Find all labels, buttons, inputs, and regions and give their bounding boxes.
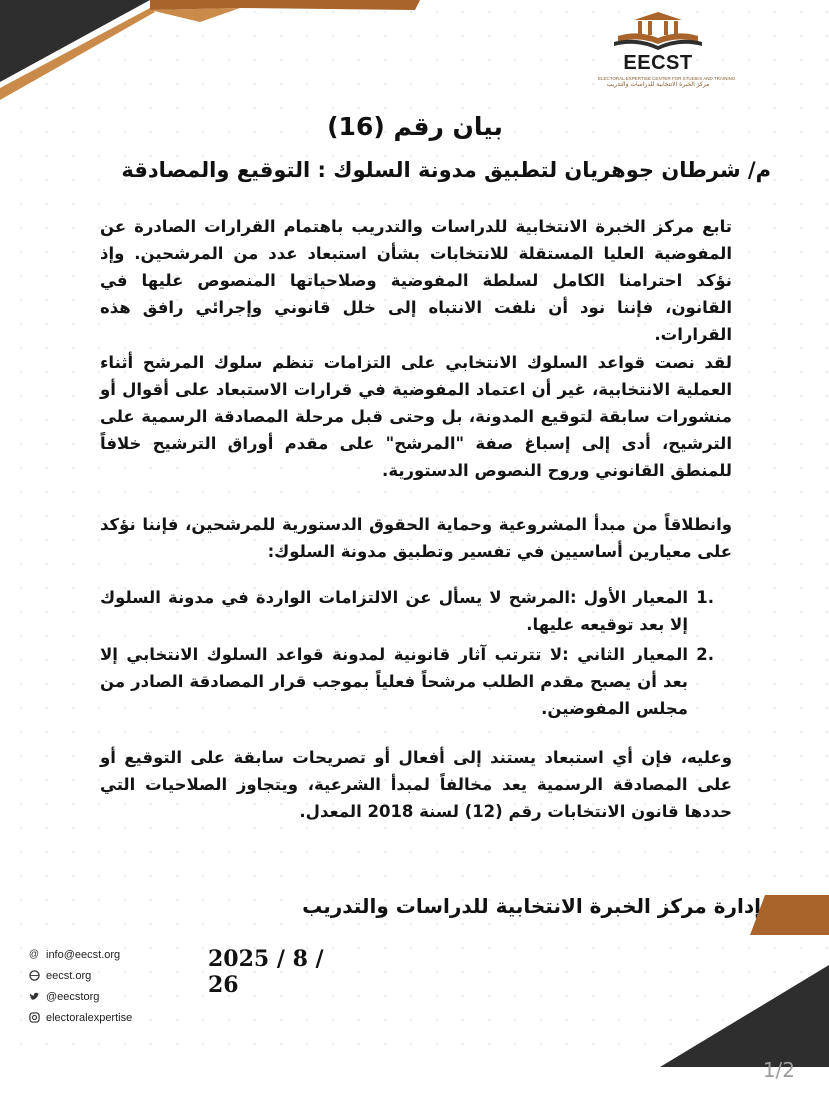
logo-wordmark: EECST <box>623 52 693 74</box>
paragraph-criteria-lead: وانطلاقاً من مبدأ المشروعية وحماية الحقوق الدستورية للمرشحين، فإننا نؤكد على معيارين أساسيين في تفسير وتطبيق مدونة السلوك: <box>100 515 732 561</box>
email-icon: @ <box>28 949 40 960</box>
criterion-item <box>100 641 714 722</box>
contact-item-email[interactable] <box>28 944 198 965</box>
contact-text: electoralexpertise <box>46 1011 133 1024</box>
eecst-logo <box>598 10 736 110</box>
contact-item-twitter[interactable] <box>28 986 198 1007</box>
logo-arabic-subtitle: مركز الخبرة الانتخابية للدراسات والتدريب <box>606 81 710 88</box>
logo-english-subtitle: ELECTORAL EXPERTISE CENTER FOR STUDIES AND TRAINING <box>598 76 736 81</box>
criterion-text: المعيار الثاني :لا تترتب آثار قانونية لمدونة قواعد السلوك الانتخابي إلا بعد أن يصبح مقدم الطلب مرشحاً فعلياً بموجب قرار المصادقة الصادر من مجلس المفوضين. <box>100 645 688 718</box>
contact-item-website[interactable] <box>28 965 198 986</box>
criteria-list <box>100 584 714 725</box>
paragraph-conclusion: وعليه، فإن أي استبعاد يستند إلى أفعال أو تصريحات سابقة على التوقيع أو على المصادقة الرسمية يعد مخالفاً لمبدأ الشرعية، ويتجاوز الصلاحيات التي حددها قانون الانتخابات رقم (12) لسنة 2018 المعدل. <box>100 748 732 821</box>
contact-text: info@eecst.org <box>46 948 121 961</box>
instagram-icon <box>28 1012 40 1024</box>
contact-text: @eecstorg <box>46 990 100 1003</box>
bottom-right-corner-decoration <box>660 895 829 1067</box>
page-indicator: 1/2 <box>762 1058 795 1082</box>
criterion-text: المعيار الأول :المرشح لا يسأل عن الالتزامات الواردة في مدونة السلوك إلا بعد توقيعه عليها. <box>100 588 688 634</box>
book-building-icon <box>612 10 704 50</box>
statement-number: بيان رقم (16) <box>327 112 503 141</box>
signature-line: إدارة مركز الخبرة الانتخابية للدراسات والتدريب <box>302 894 761 918</box>
statement-subject: م/ شرطان جوهريان لتطبيق مدونة السلوك : التوقيع والمصادقة <box>121 158 771 182</box>
contact-list <box>28 944 198 1028</box>
paragraph-intro: تابع مركز الخبرة الانتخابية للدراسات والتدريب باهتمام القرارات الصادرة عن المفوضية العليا المستقلة للانتخابات بشأن استبعاد عدد من المرشحين. وإذ نؤكد احترامنا الكامل لسلطة المفوضية وصلاحياتها المنصوص عليها في القانون، فإننا نود أن نلفت الانتباه إلى خلل قانوني وإجرائي رافق هذه القرارات. <box>100 217 732 344</box>
globe-icon <box>28 970 40 982</box>
paragraph-conduct-rules: لقد نصت قواعد السلوك الانتخابي على التزامات تنظم سلوك المرشح أثناء العملية الانتخابية، غير أن اعتماد المفوضية في قرارات الاستبعاد على أقوال أو منشورات سابقة لتوقيع المدونة، بل وحتى قبل مرحلة المصادقة الرسمية على الترشيح، أدى إلى إسباغ صفة "المرشح" على مقدم أوراق الترشيح خلافاً للمنطق القانوني وروح النصوص الدستورية. <box>100 353 732 480</box>
statement-date: 2025 / 8 / 26 <box>208 946 324 998</box>
twitter-icon <box>28 991 40 1003</box>
criterion-item <box>100 584 714 638</box>
contact-text: eecst.org <box>46 969 92 982</box>
top-left-corner-decoration <box>0 0 420 105</box>
criterion-number: .1 <box>696 588 714 607</box>
contact-item-instagram[interactable] <box>28 1007 198 1028</box>
viewer-footer <box>0 1067 829 1100</box>
criterion-number: .2 <box>696 645 714 664</box>
